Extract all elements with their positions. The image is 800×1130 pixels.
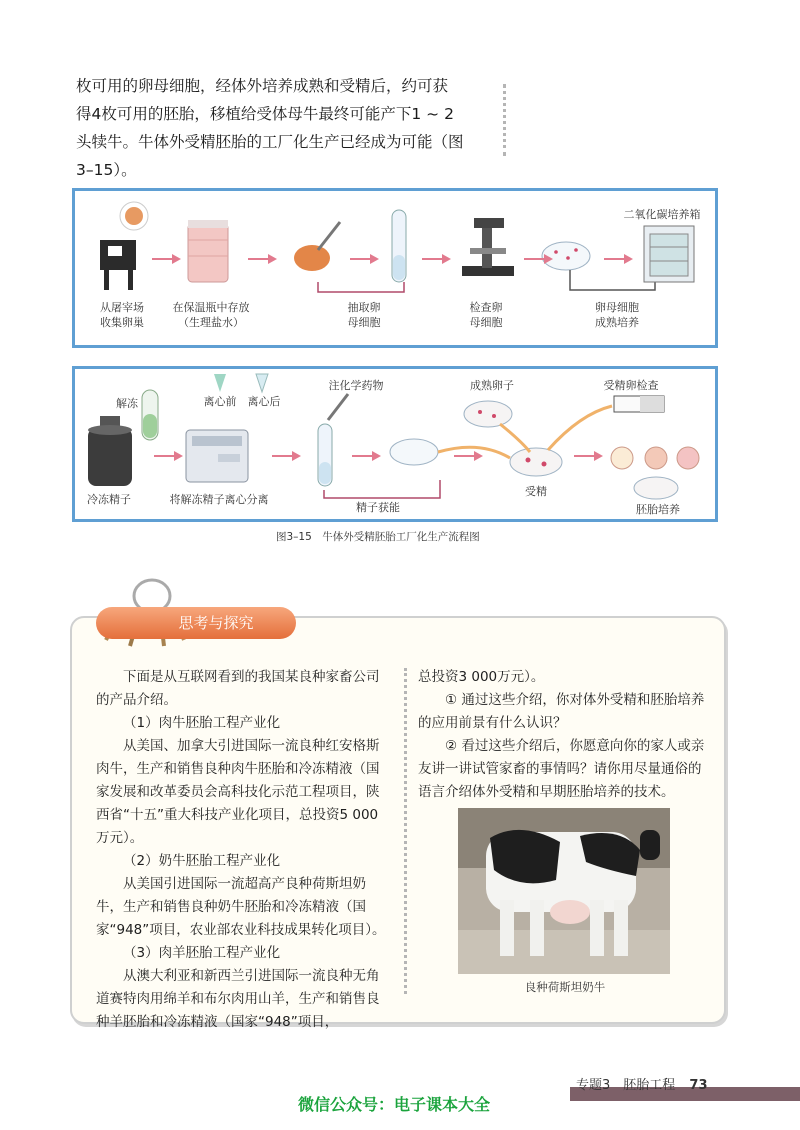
paragraph: 下面是从互联网看到的我国某良种家畜公司的产品介绍。	[96, 669, 380, 708]
label-before-centrifuge: 离心前	[203, 395, 237, 408]
label-frozen-sperm: 冷冻精子	[87, 493, 131, 506]
paragraph: （3）肉羊胚胎工程产业化	[123, 945, 281, 961]
footer-chapter: 专题3 胚胎工程 73	[576, 1078, 708, 1093]
label-inject-chemical: 注化学药物	[328, 379, 384, 392]
think-explore-tab: 思考与探究	[96, 607, 296, 639]
label-thaw: 解冻	[116, 397, 138, 410]
label-extract-oocyte: 抽取卵 母细胞	[347, 301, 381, 329]
paragraph: 从美国引进国际一流超高产良种荷斯坦奶牛，生产和销售良种奶牛胚胎和冷冻精液（国家“948”项目，农业部农业科技成果转化项目）。	[96, 876, 386, 938]
paragraph: （1）肉牛胚胎工程产业化	[123, 715, 281, 731]
paragraph: 总投资3 000万元）。	[418, 669, 545, 685]
paragraph: （2）奶牛胚胎工程产业化	[123, 853, 281, 869]
figure-caption: 图3–15 牛体外受精胚胎工厂化生产流程图	[276, 531, 480, 543]
label-collect-ovary: 从屠宰场 收集卵巢	[100, 301, 144, 329]
intro-line: 3–15）。	[76, 161, 137, 179]
label-centrifuge-sperm: 将解冻精子离心分离	[169, 493, 269, 506]
label-co2-incubator: 二氧化碳培养箱	[623, 208, 701, 221]
label-mature-egg: 成熟卵子	[470, 379, 514, 392]
wechat-watermark: 微信公众号：电子课本大全	[298, 1095, 491, 1114]
photo-caption: 良种荷斯坦奶牛	[524, 980, 606, 994]
label-thermos: 在保温瓶中存放 （生理盐水）	[172, 301, 250, 329]
label-fert-check: 受精卵检查	[603, 379, 659, 392]
label-check-oocyte: 检查卵 母细胞	[469, 301, 503, 329]
page-number: 73	[689, 1078, 708, 1093]
paragraph: ① 通过这些介绍，你对体外受精和胚胎培养的应用前景有什么认识？	[418, 692, 705, 731]
label-oocyte-culture: 卵母细胞 成熟培养	[595, 301, 639, 329]
label-embryo-culture: 胚胎培养	[636, 503, 680, 516]
paragraph: 从澳大利亚和新西兰引进国际一流良种无角道赛特肉用绵羊和布尔肉用山羊，生产和销售良种羊胚胎和冷冻精液（国家“948”项目，	[96, 968, 380, 1030]
paragraph: ② 看过这些介绍后，你愿意向你的家人或亲友讲一讲试管家畜的事情吗？请你用尽量通俗的语言介绍体外受精和早期胚胎培养的技术。	[418, 738, 705, 800]
intro-line: 头犊牛。牛体外受精胚胎的工厂化生产已经成为可能（图	[76, 133, 464, 151]
label-after-centrifuge: 离心后	[247, 395, 281, 408]
intro-line: 得4枚可用的胚胎，移植给受体母牛最终可能产下1 ~ 2	[76, 105, 454, 123]
label-sperm-capacitation: 精子获能	[356, 501, 400, 514]
intro-line: 枚可用的卵母细胞，经体外培养成熟和受精后，约可获	[76, 77, 449, 95]
paragraph: 从美国、加拿大引进国际一流良种红安格斯肉牛，生产和销售良种肉牛胚胎和冷冻精液（国家发展和改革委员会高科技化示范工程项目，陕西省“十五”重大科技产业化项目，总投资5 000万元）。	[96, 738, 380, 846]
label-fertilization: 受精	[525, 485, 547, 498]
